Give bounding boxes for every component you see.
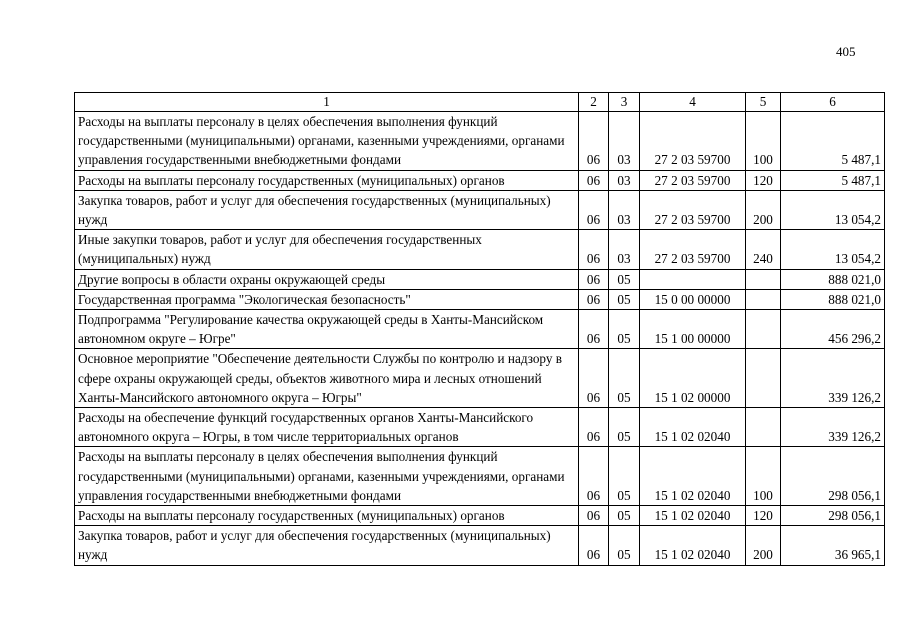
section-code-cell: 06 (579, 269, 609, 289)
target-article-cell: 27 2 03 59700 (640, 170, 746, 190)
subsection-code-cell: 03 (609, 230, 640, 269)
section-code-cell: 06 (579, 447, 609, 506)
target-article-cell: 27 2 03 59700 (640, 230, 746, 269)
target-article-cell: 15 1 02 02040 (640, 408, 746, 447)
amount-cell: 5 487,1 (781, 112, 885, 171)
section-code-cell: 06 (579, 506, 609, 526)
table-row (75, 112, 885, 171)
target-article-cell: 15 0 00 00000 (640, 289, 746, 309)
header-cell: 5 (746, 93, 781, 112)
subsection-code-cell: 05 (609, 349, 640, 408)
table-row (75, 349, 885, 408)
expense-type-cell: 100 (746, 447, 781, 506)
subsection-code-cell: 05 (609, 506, 640, 526)
table-row (75, 170, 885, 190)
subsection-code-cell: 05 (609, 310, 640, 349)
expense-name-cell: Основное мероприятие "Обеспечение деятельности Службы по контролю и надзору в сфере охраны окружающей среды, объектов животного мира и лесных отношений Ханты-Мансийского автономного округа – Югры" (75, 349, 579, 408)
subsection-code-cell: 05 (609, 526, 640, 565)
expense-name-cell: Расходы на выплаты персоналу государственных (муниципальных) органов (75, 506, 579, 526)
header-cell: 4 (640, 93, 746, 112)
expense-type-cell: 240 (746, 230, 781, 269)
table-row (75, 230, 885, 269)
section-code-cell: 06 (579, 112, 609, 171)
expense-name-cell: Государственная программа "Экологическая безопасность" (75, 289, 579, 309)
section-code-cell: 06 (579, 408, 609, 447)
target-article-cell: 15 1 00 00000 (640, 310, 746, 349)
expense-name-cell: Закупка товаров, работ и услуг для обеспечения государственных (муниципальных) нужд (75, 526, 579, 565)
page-number: 405 (836, 44, 856, 59)
expense-type-cell (746, 289, 781, 309)
amount-cell: 339 126,2 (781, 408, 885, 447)
amount-cell: 456 296,2 (781, 310, 885, 349)
expense-name-cell: Расходы на выплаты персоналу в целях обеспечения выполнения функций государственными (муниципальными) органами, казенными учреждениями, органами управления государственными внебюджетными фондами (75, 112, 579, 171)
table-header-row (75, 93, 885, 112)
amount-cell: 13 054,2 (781, 190, 885, 229)
header-cell: 3 (609, 93, 640, 112)
amount-cell: 36 965,1 (781, 526, 885, 565)
table-row (75, 269, 885, 289)
expense-name-cell: Иные закупки товаров, работ и услуг для обеспечения государственных (муниципальных) нужд (75, 230, 579, 269)
expense-name-cell: Другие вопросы в области охраны окружающей среды (75, 269, 579, 289)
subsection-code-cell: 03 (609, 170, 640, 190)
section-code-cell: 06 (579, 230, 609, 269)
amount-cell: 13 054,2 (781, 230, 885, 269)
expense-type-cell (746, 349, 781, 408)
budget-table (74, 92, 885, 566)
expense-type-cell: 120 (746, 506, 781, 526)
amount-cell: 888 021,0 (781, 289, 885, 309)
table-row (75, 506, 885, 526)
expense-name-cell: Подпрограмма "Регулирование качества окружающей среды в Ханты-Мансийском автономном округе – Югре" (75, 310, 579, 349)
section-code-cell: 06 (579, 349, 609, 408)
expense-type-cell (746, 269, 781, 289)
target-article-cell: 15 1 02 02040 (640, 447, 746, 506)
expense-type-cell: 200 (746, 190, 781, 229)
amount-cell: 298 056,1 (781, 447, 885, 506)
amount-cell: 298 056,1 (781, 506, 885, 526)
target-article-cell: 27 2 03 59700 (640, 112, 746, 171)
expense-name-cell: Закупка товаров, работ и услуг для обеспечения государственных (муниципальных) нужд (75, 190, 579, 229)
section-code-cell: 06 (579, 170, 609, 190)
table-row (75, 289, 885, 309)
expense-name-cell: Расходы на выплаты персоналу государственных (муниципальных) органов (75, 170, 579, 190)
expense-type-cell (746, 408, 781, 447)
amount-cell: 5 487,1 (781, 170, 885, 190)
target-article-cell: 15 1 02 00000 (640, 349, 746, 408)
subsection-code-cell: 05 (609, 269, 640, 289)
subsection-code-cell: 05 (609, 289, 640, 309)
expense-type-cell: 200 (746, 526, 781, 565)
subsection-code-cell: 05 (609, 408, 640, 447)
target-article-cell: 15 1 02 02040 (640, 526, 746, 565)
expense-type-cell: 100 (746, 112, 781, 171)
expense-type-cell: 120 (746, 170, 781, 190)
target-article-cell: 27 2 03 59700 (640, 190, 746, 229)
header-cell: 2 (579, 93, 609, 112)
subsection-code-cell: 03 (609, 112, 640, 171)
subsection-code-cell: 03 (609, 190, 640, 229)
section-code-cell: 06 (579, 526, 609, 565)
header-cell: 6 (781, 93, 885, 112)
section-code-cell: 06 (579, 289, 609, 309)
amount-cell: 339 126,2 (781, 349, 885, 408)
table-row (75, 526, 885, 565)
table-row (75, 447, 885, 506)
table-row (75, 190, 885, 229)
target-article-cell: 15 1 02 02040 (640, 506, 746, 526)
expense-name-cell: Расходы на выплаты персоналу в целях обеспечения выполнения функций государственными (муниципальными) органами, казенными учреждениями, органами управления государственными внебюджетными фондами (75, 447, 579, 506)
expense-name-cell: Расходы на обеспечение функций государственных органов Ханты-Мансийского автономного округа – Югры, в том числе территориальных органов (75, 408, 579, 447)
table-row (75, 408, 885, 447)
section-code-cell: 06 (579, 190, 609, 229)
expense-type-cell (746, 310, 781, 349)
target-article-cell (640, 269, 746, 289)
amount-cell: 888 021,0 (781, 269, 885, 289)
subsection-code-cell: 05 (609, 447, 640, 506)
header-cell: 1 (75, 93, 579, 112)
table-row (75, 310, 885, 349)
section-code-cell: 06 (579, 310, 609, 349)
